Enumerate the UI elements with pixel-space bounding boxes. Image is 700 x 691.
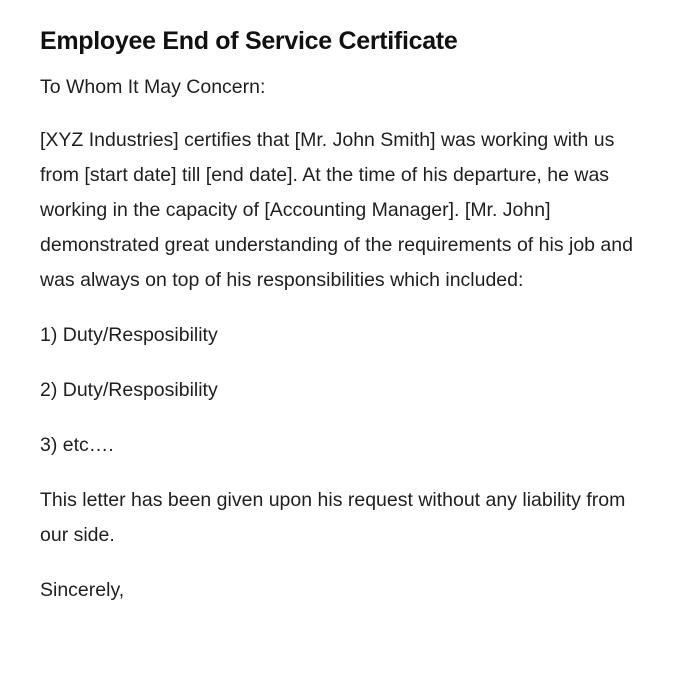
list-item: 1) Duty/Resposibility: [40, 324, 218, 346]
salutation: To Whom It May Concern:: [40, 76, 266, 98]
document-title: Employee End of Service Certificate: [40, 27, 458, 55]
list-item: 3) etc….: [40, 434, 114, 456]
body-paragraph: [XYZ Industries] certifies that [Mr. John Smith] was working with us from [start date] till [end date]. At the time of his departure, he was working in the capacity of [Accounting Manager]. [Mr. John] demonstrated great understanding of the requirements of his job and was always on top of his responsibilities which included:: [40, 129, 633, 291]
certificate-document: [40, 24, 650, 628]
list-item: 2) Duty/Resposibility: [40, 379, 218, 401]
signoff: Sincerely,: [40, 579, 125, 601]
closing-paragraph: This letter has been given upon his request without any liability from our side.: [40, 489, 626, 546]
